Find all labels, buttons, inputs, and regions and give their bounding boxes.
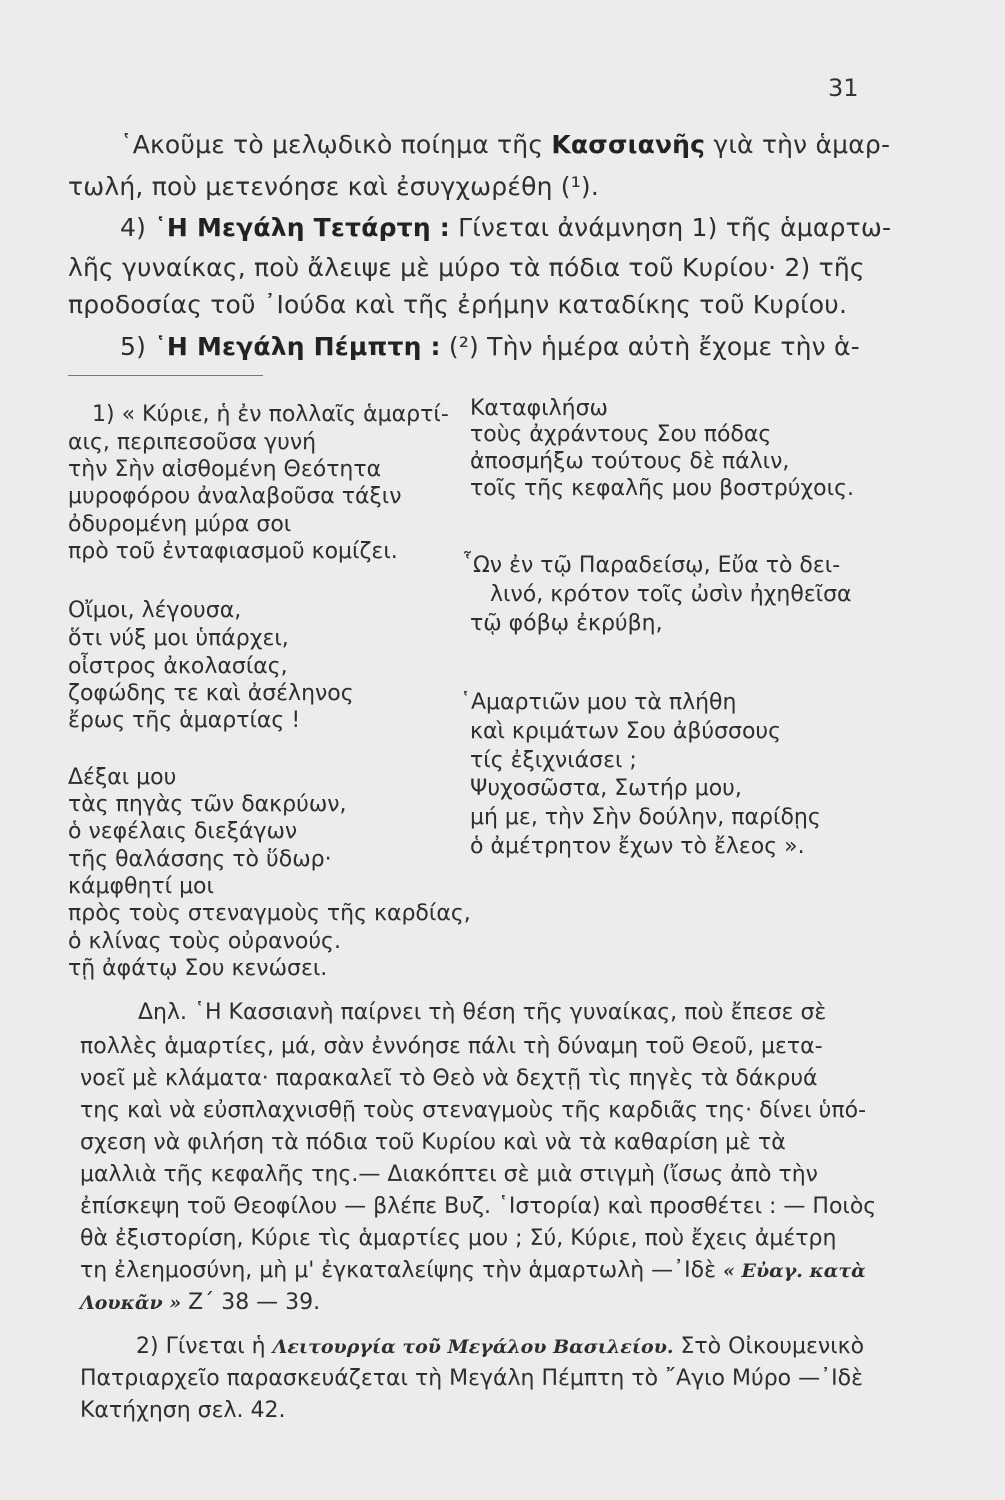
- main-line-1: ῾Ακοῦμε τὸ μελῳδικὸ ποίημα τῆς Κασσιανῆς γιὰ τὴν ἁμαρ-: [120, 130, 891, 159]
- hymn-left-line: ὅτι νύξ μοι ὑπάρχει,: [68, 626, 289, 651]
- hymn-left-line: κάμφθητί μοι: [68, 874, 214, 899]
- hymn-left-line: τῇ ἀφάτῳ Σου κενώσει.: [68, 956, 328, 981]
- hymn-right-line: ῟Ων ἐν τῷ Παραδείσῳ, Εὔα τὸ δει-: [462, 553, 841, 578]
- hymn-right-line: καὶ κριμάτων Σου ἀβύσσους: [470, 719, 782, 744]
- hymn-left-line: τὰς πηγὰς τῶν δακρύων,: [68, 792, 347, 817]
- hymn-left-line: τῆς θαλάσσης τὸ ὕδωρ·: [68, 847, 332, 872]
- hymn-right-line: τοὺς ἀχράντους Σου πόδας: [470, 422, 772, 447]
- main-line-4: λῆς γυναίκας, ποὺ ἄλειψε μὲ μύρο τὰ πόδια τοῦ Κυρίου· 2) τῆς: [68, 253, 865, 282]
- main-line-6: 5) ῾Η Μεγάλη Πέμπτη : (²) Τὴν ἡμέρα αὐτὴ ἔχομε τὴν ἁ-: [120, 332, 860, 361]
- footnote-divider: [68, 375, 263, 376]
- hymn-right-line: Ψυχοσῶστα, Σωτήρ μου,: [470, 776, 742, 801]
- hymn-right-line: μή με, τὴν Σὴν δούλην, παρίδῃς: [470, 805, 821, 830]
- hymn-left-line: τὴν Σὴν αἰσθομένη Θεότητα: [68, 457, 382, 482]
- note-line: Δηλ. ῾Η Κασσιανὴ παίρνει τὴ θέση τῆς γυναίκας, ποὺ ἔπεσε σὲ: [138, 1000, 827, 1025]
- note-line: θὰ ἐξιστορίση, Κύριε τὶς ἁμαρτίες μου ; Σύ, Κύριε, ποὺ ἔχεις ἀμέτρη: [80, 1226, 837, 1251]
- note-line: Λουκᾶν » Ζ´ 38 — 39.: [80, 1290, 321, 1315]
- hymn-right-line: λινό, κρότον τοῖς ὠσὶν ἠχηθεῖσα: [490, 582, 852, 607]
- hymn-left-line: πρὸ τοῦ ἐνταφιασμοῦ κομίζει.: [68, 539, 398, 564]
- note-line: Πατριαρχεῖο παρασκευάζεται τὴ Μεγάλη Πέμπτη τὸ ῎Αγιο Μύρο —᾿Ιδὲ: [80, 1366, 863, 1391]
- hymn-right-line: ῾Αμαρτιῶν μου τὰ πλήθη: [460, 690, 737, 715]
- note-line: ἐπίσκεψη τοῦ Θεοφίλου — βλέπε Βυζ. ῾Ιστορία) καὶ προσθέτει : — Ποιὸς: [80, 1194, 877, 1219]
- note-line: νοεῖ μὲ κλάματα· παρακαλεῖ τὸ Θεὸ νὰ δεχτῇ τὶς πηγὲς τὰ δάκρυά: [80, 1066, 818, 1091]
- hymn-right-line: τοῖς τῆς κεφαλῆς μου βοστρύχοις.: [470, 476, 854, 501]
- hymn-left-line: οἶστρος ἀκολασίας,: [68, 654, 288, 679]
- hymn-right-line: τῷ φόβῳ ἐκρύβη,: [470, 611, 663, 636]
- main-line-5: προδοσίας τοῦ ᾿Ιούδα καὶ τῆς ἐρήμην καταδίκης τοῦ Κυρίου.: [68, 290, 848, 319]
- note-line: 2) Γίνεται ἡ Λειτουργία τοῦ Μεγάλου Βασιλείου. Στὸ Οἰκουμενικὸ: [136, 1334, 865, 1359]
- hymn-left-line: Δέξαι μου: [68, 765, 177, 790]
- note-line: της καὶ νὰ εὐσπλαχνισθῇ τοὺς στεναγμοὺς τῆς καρδιᾶς της· δίνει ὑπό-: [80, 1098, 867, 1123]
- hymn-left-line: ὁ κλίνας τοὺς οὐρανούς.: [68, 929, 341, 954]
- note-line: πολλὲς ἁμαρτίες, μά, σὰν ἐννόησε πάλι τὴ δύναμη τοῦ Θεοῦ, μετα-: [80, 1034, 823, 1059]
- hymn-left-line: αις, περιπεσοῦσα γυνή: [68, 430, 317, 455]
- page-number: 31: [828, 74, 859, 102]
- hymn-left-line: ἔρως τῆς ἁμαρτίας !: [68, 708, 301, 733]
- main-line-3: 4) ῾Η Μεγάλη Τετάρτη : Γίνεται ἀνάμνηση 1) τῆς ἁμαρτω-: [120, 213, 892, 242]
- hymn-left-line: μυροφόρου ἀναλαβοῦσα τάξιν: [68, 484, 402, 509]
- hymn-right-line: τίς ἐξιχνιάσει ;: [470, 748, 637, 773]
- note-line: Κατήχηση σελ. 42.: [80, 1398, 286, 1423]
- hymn-left-line: ὀδυρομένη μύρα σοι: [68, 512, 292, 537]
- hymn-left-line: ὁ νεφέλαις διεξάγων: [68, 819, 298, 844]
- hymn-left-line: 1) « Κύριε, ἡ ἐν πολλαῖς ἁμαρτί-: [92, 402, 449, 427]
- note-line: σχεση νὰ φιλήση τὰ πόδια τοῦ Κυρίου καὶ νὰ τὰ καθαρίση μὲ τὰ: [80, 1130, 786, 1155]
- hymn-left-line: Οἴμοι, λέγουσα,: [68, 598, 242, 623]
- note-line: μαλλιὰ τῆς κεφαλῆς της.— Διακόπτει σὲ μιὰ στιγμὴ (ἴσως ἀπὸ τὴν: [80, 1162, 818, 1187]
- hymn-right-line: Καταφιλήσω: [470, 396, 608, 421]
- hymn-left-line: ζοφώδης τε καὶ ἀσέληνος: [68, 681, 354, 706]
- hymn-right-line: ὁ ἀμέτρητον ἔχων τὸ ἔλεος ».: [470, 834, 805, 859]
- hymn-left-line: πρὸς τοὺς στεναγμοὺς τῆς καρδίας,: [68, 901, 471, 926]
- hymn-right-line: ἀποσμήξω τούτους δὲ πάλιν,: [470, 449, 790, 474]
- main-line-2: τωλή, ποὺ μετενόησε καὶ ἐσυγχωρέθη (¹).: [68, 172, 600, 201]
- note-line: τη ἐλεημοσύνη, μὴ μ' ἐγκαταλείψης τὴν ἁμαρτωλὴ —᾿Ιδὲ « Εὐαγ. κατὰ: [80, 1258, 866, 1283]
